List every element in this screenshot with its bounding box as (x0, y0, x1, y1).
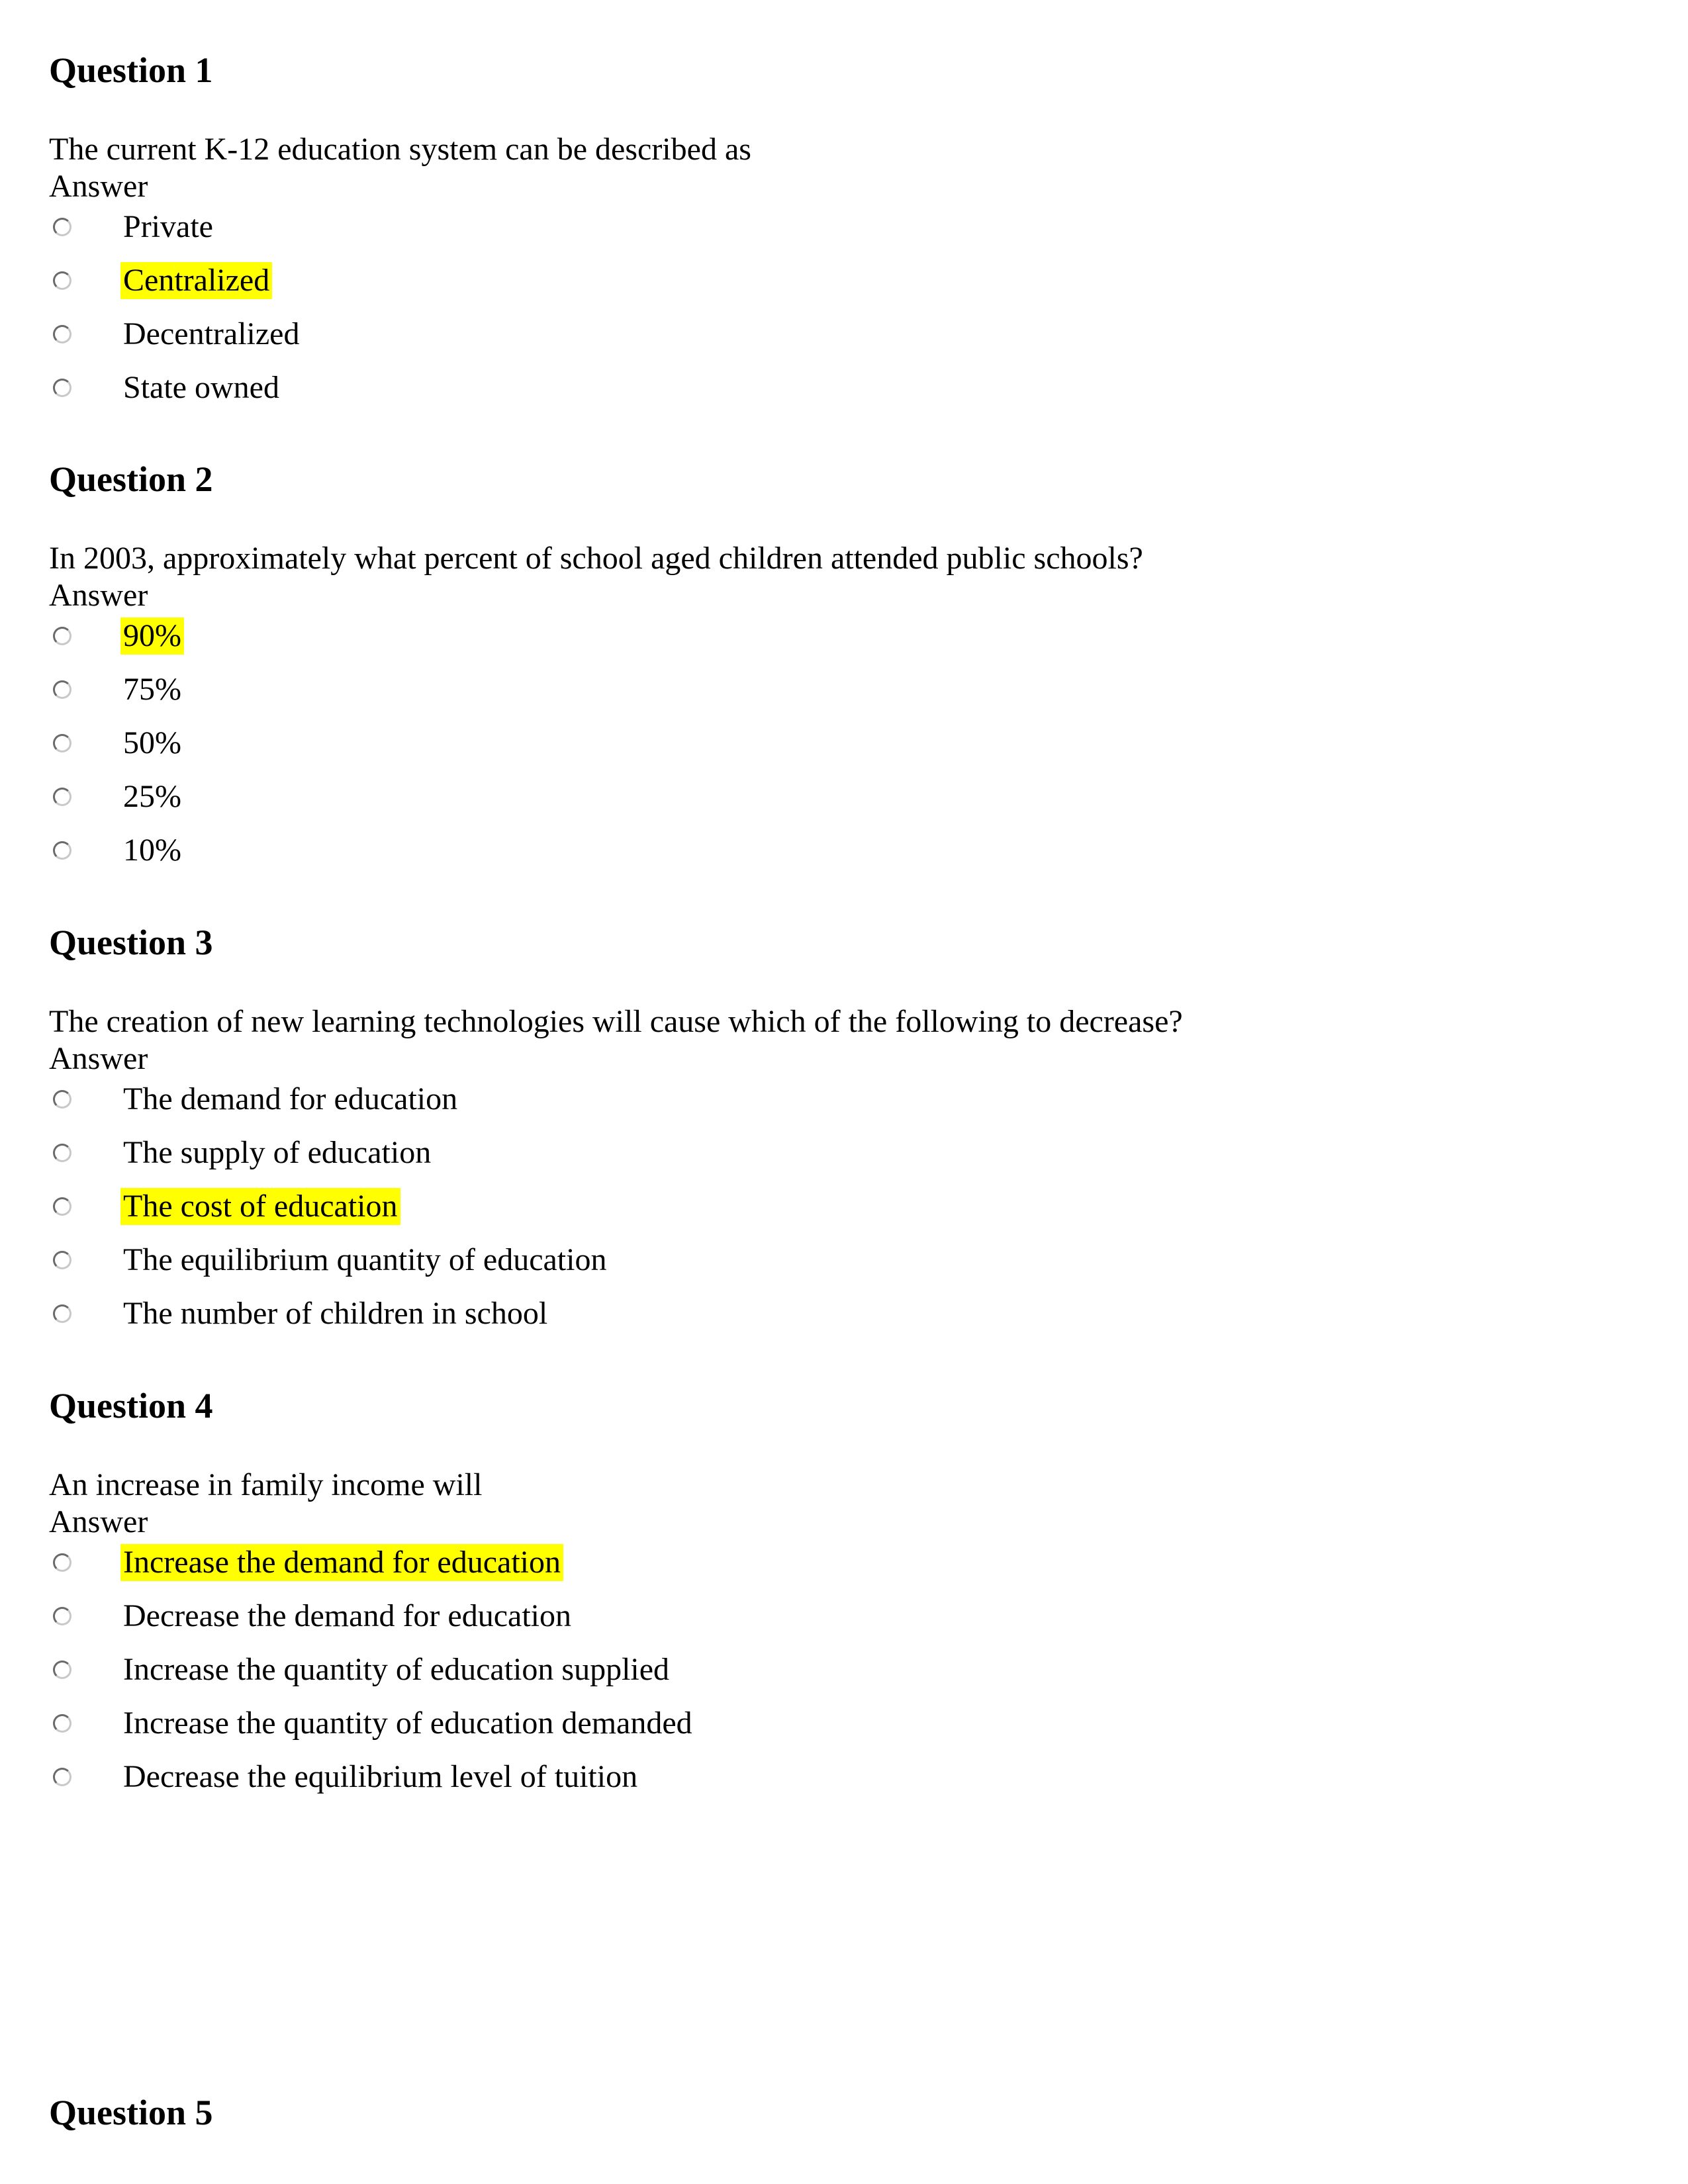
answer-label: Answer (49, 169, 148, 204)
question-heading: Question 2 (49, 459, 213, 499)
question-heading: Question 1 (49, 50, 213, 90)
radio-button-icon[interactable] (53, 325, 71, 343)
question-heading: Question 4 (49, 1386, 213, 1426)
option-label: 50% (123, 725, 181, 760)
radio-button-icon[interactable] (53, 680, 71, 699)
answer-option-increase-quantity-demanded[interactable] (46, 1702, 1304, 1745)
radio-button-icon[interactable] (53, 1607, 71, 1625)
option-label: The supply of education (123, 1135, 432, 1170)
option-label: Increase the quantity of education demanded (123, 1706, 692, 1741)
answer-label: Answer (49, 1041, 148, 1076)
option-label: Increase the quantity of education supplied (123, 1652, 670, 1687)
radio-button-icon[interactable] (53, 218, 71, 236)
answer-option-supply-of-education[interactable] (46, 1131, 1304, 1175)
answer-option-decentralized[interactable] (46, 312, 1304, 356)
radio-button-icon[interactable] (53, 1768, 71, 1786)
radio-button-icon[interactable] (53, 1661, 71, 1679)
question-heading: Question 3 (49, 923, 213, 962)
answer-option-number-of-children[interactable] (46, 1292, 1304, 1336)
answer-option-decrease-demand[interactable] (46, 1594, 1304, 1638)
answer-label: Answer (49, 578, 148, 613)
option-label: The equilibrium quantity of education (123, 1242, 607, 1277)
answer-option-increase-quantity-supplied[interactable] (46, 1648, 1304, 1692)
radio-button-icon[interactable] (53, 1090, 71, 1109)
radio-button-icon[interactable] (53, 1197, 71, 1216)
option-label: Decentralized (123, 316, 300, 351)
answer-option-decrease-equilibrium-tuition[interactable] (46, 1755, 1304, 1799)
radio-button-icon[interactable] (53, 1304, 71, 1323)
option-label-highlighted: Increase the demand for education (120, 1544, 563, 1581)
option-label-highlighted: 90% (120, 617, 184, 655)
radio-button-icon[interactable] (53, 1553, 71, 1572)
question-heading: Question 5 (49, 2093, 213, 2132)
answer-option-cost-of-education[interactable] (46, 1185, 1304, 1228)
radio-button-icon[interactable] (53, 788, 71, 806)
radio-button-icon[interactable] (53, 734, 71, 752)
option-label: 75% (123, 672, 181, 707)
question-text: An increase in family income will (49, 1467, 483, 1502)
answer-option-75[interactable] (46, 668, 1304, 711)
answer-option-private[interactable] (46, 205, 1304, 249)
answer-option-state-owned[interactable] (46, 366, 1304, 410)
question-text: The current K-12 education system can be described as (49, 132, 751, 167)
question-text: The creation of new learning technologies will cause which of the following to decrease? (49, 1004, 1183, 1039)
option-label: The demand for education (123, 1081, 458, 1116)
answer-option-25[interactable] (46, 775, 1304, 819)
option-label: Decrease the equilibrium level of tuition (123, 1759, 638, 1794)
radio-button-icon[interactable] (53, 841, 71, 860)
answer-option-equilibrium-quantity[interactable] (46, 1238, 1304, 1282)
option-label: 10% (123, 833, 181, 868)
radio-button-icon[interactable] (53, 1714, 71, 1733)
option-label: Private (123, 209, 213, 244)
answer-option-centralized[interactable] (46, 259, 1304, 302)
answer-option-demand-for-education[interactable] (46, 1077, 1304, 1121)
option-label-highlighted: The cost of education (120, 1188, 400, 1225)
answer-option-50[interactable] (46, 721, 1304, 765)
answer-option-10[interactable] (46, 829, 1304, 872)
question-text: In 2003, approximately what percent of school aged children attended public schools? (49, 541, 1143, 576)
answer-option-increase-demand[interactable] (46, 1541, 1304, 1584)
radio-button-icon[interactable] (53, 379, 71, 397)
answer-option-90[interactable] (46, 614, 1304, 658)
option-label: State owned (123, 370, 279, 405)
radio-button-icon[interactable] (53, 1251, 71, 1269)
radio-button-icon[interactable] (53, 627, 71, 645)
option-label: The number of children in school (123, 1296, 548, 1331)
radio-button-icon[interactable] (53, 1144, 71, 1162)
answer-label: Answer (49, 1504, 148, 1539)
option-label-highlighted: Centralized (120, 262, 272, 299)
option-label: 25% (123, 779, 181, 814)
option-label: Decrease the demand for education (123, 1598, 571, 1633)
radio-button-icon[interactable] (53, 271, 71, 290)
